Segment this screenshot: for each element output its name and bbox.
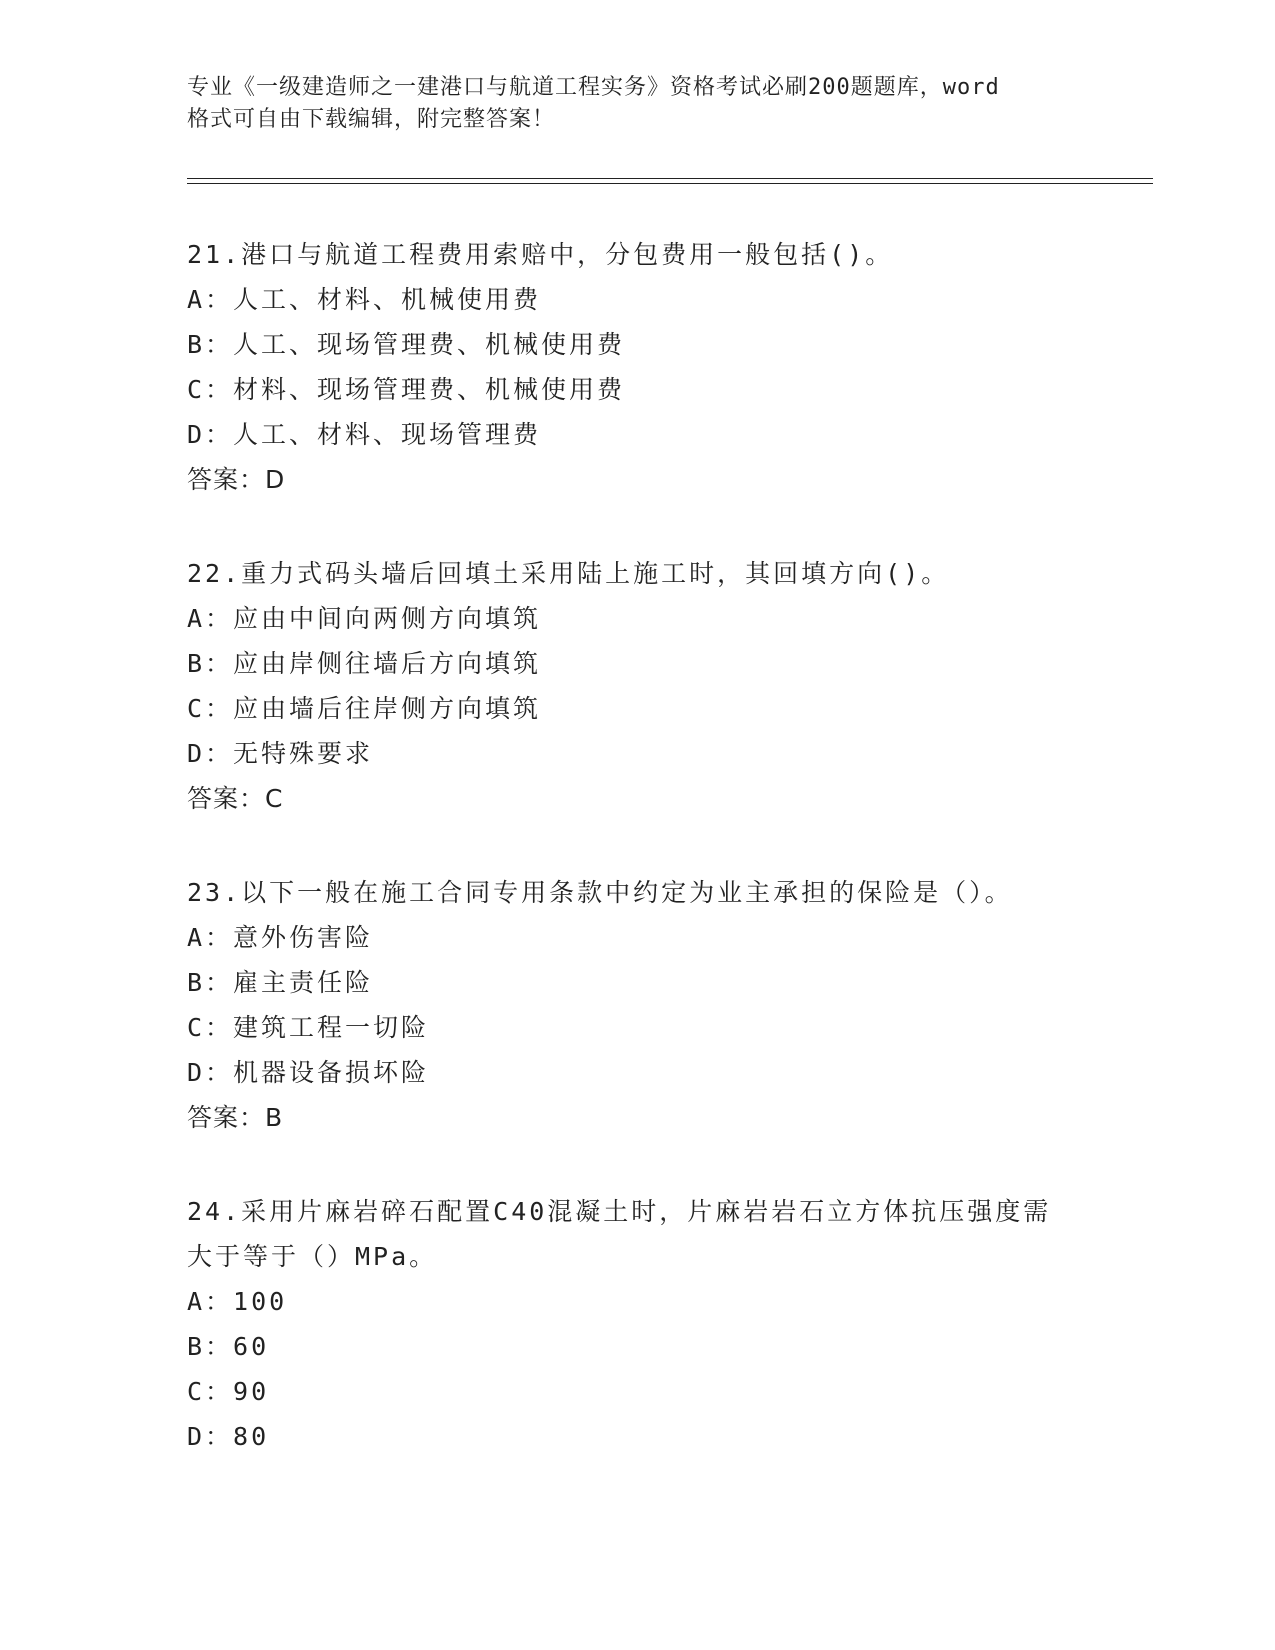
option-a: A：意外伤害险 [187, 923, 374, 952]
option-a: A：100 [187, 1287, 288, 1316]
option-a: A：人工、材料、机械使用费 [187, 285, 542, 314]
answer: 答案：C [187, 784, 284, 813]
question-22 [187, 551, 1087, 821]
header-divider-top [187, 178, 1153, 179]
header-line-1: 专业《一级建造师之一建港口与航道工程实务》资格考试必刷200题题库，word [187, 75, 1000, 100]
question-stem-line-2: 大于等于（）MPa。 [187, 1242, 438, 1271]
option-b: B：人工、现场管理费、机械使用费 [187, 330, 626, 359]
option-d: D：人工、材料、现场管理费 [187, 420, 542, 449]
question-23 [187, 870, 1087, 1140]
question-stem: 21.港口与航道工程费用索赔中，分包费用一般包括()。 [187, 240, 894, 269]
answer: 答案：D [187, 465, 286, 494]
question-stem-line-1: 24.采用片麻岩碎石配置C40混凝土时，片麻岩岩石立方体抗压强度需 [187, 1197, 1052, 1226]
question-24 [187, 1189, 1087, 1459]
option-c: C：材料、现场管理费、机械使用费 [187, 375, 626, 404]
document-header [187, 72, 1067, 136]
option-b: B：60 [187, 1332, 270, 1361]
option-b: B：雇主责任险 [187, 968, 374, 997]
option-d: D：80 [187, 1422, 270, 1451]
question-stem: 22.重力式码头墙后回填土采用陆上施工时，其回填方向()。 [187, 559, 950, 588]
option-c: C：建筑工程一切险 [187, 1013, 430, 1042]
option-c: C：应由墙后往岸侧方向填筑 [187, 694, 542, 723]
option-c: C：90 [187, 1377, 270, 1406]
option-d: D：机器设备损坏险 [187, 1058, 430, 1087]
header-divider-bottom [187, 183, 1153, 184]
option-d: D：无特殊要求 [187, 739, 374, 768]
question-stem: 23.以下一般在施工合同专用条款中约定为业主承担的保险是（）。 [187, 878, 1013, 907]
option-b: B：应由岸侧往墙后方向填筑 [187, 649, 542, 678]
answer: 答案：B [187, 1103, 284, 1132]
header-line-2: 格式可自由下载编辑，附完整答案！ [187, 107, 556, 132]
option-a: A：应由中间向两侧方向填筑 [187, 604, 542, 633]
question-21 [187, 232, 1087, 502]
